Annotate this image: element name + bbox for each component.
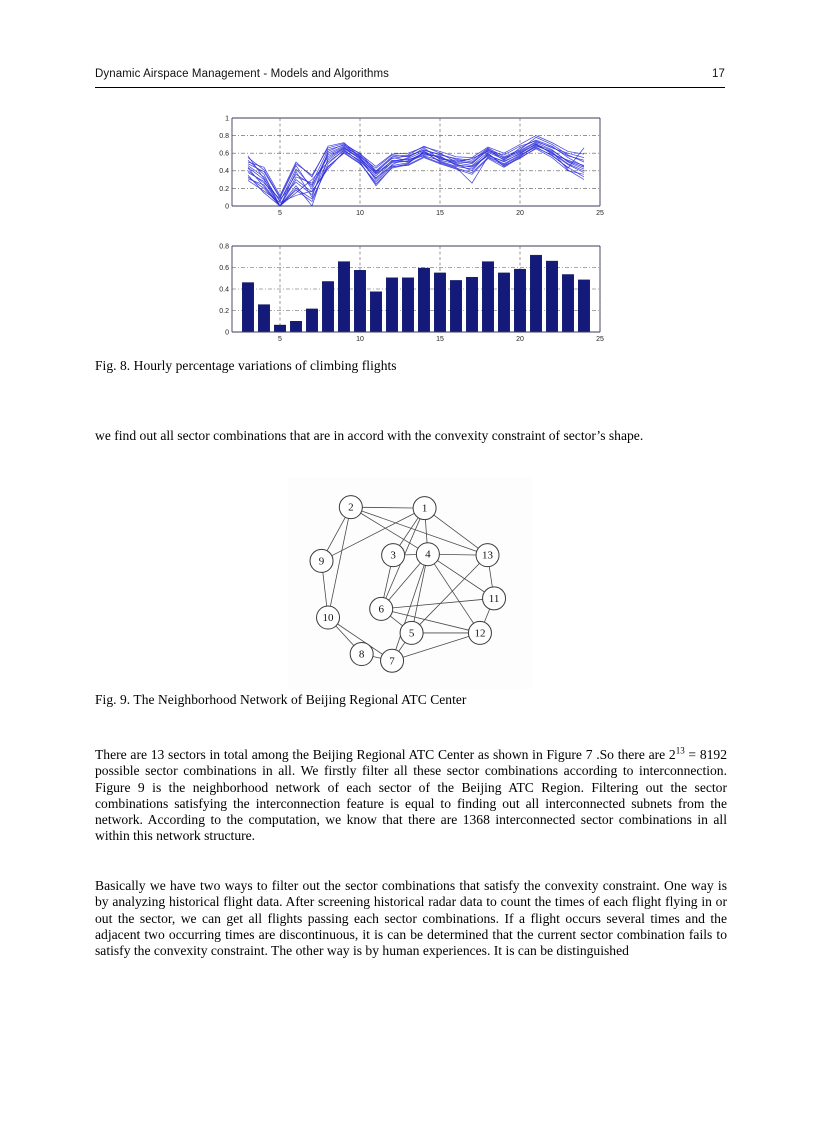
- network-node-2[interactable]: [339, 496, 362, 519]
- node-label: 9: [318, 555, 325, 568]
- network-node-3[interactable]: [382, 544, 405, 567]
- svg-text:0.8: 0.8: [219, 243, 229, 251]
- paragraph-2-text-a: There are 13 sectors in total among the Beijing Regional ATC Center as shown in Figure 7 .So there are 2: [95, 747, 676, 762]
- node-label: 3: [390, 549, 396, 562]
- exponent-13: 13: [675, 745, 685, 756]
- bar-chart-container: [206, 240, 606, 350]
- network-edge: [373, 657, 381, 659]
- svg-text:5: 5: [278, 336, 282, 343]
- running-header: [95, 68, 725, 80]
- network-edge: [434, 564, 473, 624]
- paragraph-filtering-methods: Basically we have two ways to filter out the sector combinations that satisfy the convexity constraint. One way is by analyzing historical flight data. After screening historical radar data to count the times of each flight flying in or out the sector, we can get all flights passing each sector combinations. If a flight occurs several times and the adjacent two occurring times are discontinuous, it is can be determined that the current sector combination fails to satisfy the convexity constraint. The other way is by human experiences. It is can be distinguished: [95, 878, 727, 959]
- svg-text:0.6: 0.6: [219, 264, 229, 272]
- network-edge: [400, 518, 419, 546]
- network-edge: [434, 515, 479, 548]
- network-node-9[interactable]: [310, 549, 333, 572]
- network-node-11[interactable]: [483, 587, 506, 610]
- figure-9-caption: Fig. 9. The Neighborhood Network of Beijing Regional ATC Center: [95, 692, 467, 707]
- svg-text:10: 10: [356, 210, 364, 217]
- svg-text:0.6: 0.6: [219, 150, 229, 158]
- svg-text:0.4: 0.4: [219, 168, 229, 176]
- figure-8: [206, 112, 606, 352]
- network-edge: [390, 616, 402, 626]
- node-label: 5: [408, 627, 415, 640]
- node-label: 4: [425, 548, 431, 561]
- svg-text:0.8: 0.8: [219, 133, 229, 140]
- bar-chart: [206, 240, 606, 350]
- network-edge: [414, 565, 426, 621]
- network-edge: [389, 563, 421, 600]
- node-label: 13: [482, 549, 494, 562]
- network-edge: [323, 572, 327, 606]
- network-edge: [484, 609, 489, 622]
- line-chart-container: [206, 112, 606, 224]
- paragraph-2-text-b: = 8192 possible sector combinations in all. We firstly filter all these sector combinations according to interconnection. Figure 9 is the neighborhood network of each sector of the Beijing ATC Region. Filtering out the sector combinations satisfying the interconnection feature is equal to finding out all interconnected subnets from the network. According to the computation, we know that there are 1368 interconnected sector combinations in all within this network structure.: [95, 747, 728, 844]
- svg-text:0.2: 0.2: [219, 185, 229, 193]
- svg-text:1: 1: [225, 115, 229, 123]
- network-node-10[interactable]: [317, 606, 340, 629]
- network-edge: [384, 566, 391, 597]
- svg-text:0: 0: [225, 329, 229, 337]
- figure-8-caption: Fig. 8. Hourly percentage variations of climbing flights: [95, 358, 397, 373]
- network-node-13[interactable]: [476, 544, 499, 567]
- paragraph-sector-combinations: [95, 747, 727, 845]
- line-chart: [206, 112, 606, 224]
- network-node-6[interactable]: [370, 597, 393, 620]
- paragraph-convexity-intro: we find out all sector combinations that are in accord with the convexity constraint of sector’s shape.: [95, 428, 644, 443]
- svg-text:25: 25: [596, 210, 604, 217]
- network-edge: [362, 507, 413, 508]
- node-label: 11: [488, 592, 500, 605]
- node-label: 6: [378, 603, 384, 616]
- header-rule: [95, 87, 725, 88]
- neighborhood-network-graph: [288, 477, 533, 689]
- svg-text:10: 10: [356, 336, 364, 343]
- svg-text:20: 20: [516, 336, 524, 343]
- svg-text:20: 20: [516, 210, 524, 217]
- network-edge: [399, 642, 405, 651]
- node-label: 1: [421, 502, 428, 515]
- network-edge: [425, 520, 427, 543]
- svg-text:0: 0: [225, 203, 229, 211]
- network-node-1[interactable]: [413, 497, 436, 520]
- figure-9: [288, 477, 533, 689]
- svg-text:0.4: 0.4: [219, 286, 229, 294]
- svg-text:15: 15: [436, 210, 444, 217]
- node-label: 7: [389, 655, 395, 668]
- network-node-5[interactable]: [400, 621, 423, 644]
- network-node-4[interactable]: [416, 543, 439, 566]
- network-edge: [489, 567, 492, 587]
- page-number: 17: [712, 68, 725, 80]
- svg-text:0.2: 0.2: [219, 307, 229, 315]
- network-node-7[interactable]: [381, 649, 404, 672]
- network-node-8[interactable]: [350, 643, 373, 666]
- svg-text:25: 25: [596, 336, 604, 343]
- network-node-12[interactable]: [468, 621, 491, 644]
- svg-text:15: 15: [436, 336, 444, 343]
- network-edge: [420, 563, 480, 624]
- node-label: 12: [474, 627, 486, 640]
- network-edge: [439, 554, 476, 555]
- node-label: 2: [348, 501, 354, 514]
- node-label: 8: [358, 648, 365, 661]
- svg-text:5: 5: [278, 210, 282, 217]
- node-label: 10: [322, 612, 334, 625]
- header-title: Dynamic Airspace Management - Models and Algorithms: [95, 68, 390, 80]
